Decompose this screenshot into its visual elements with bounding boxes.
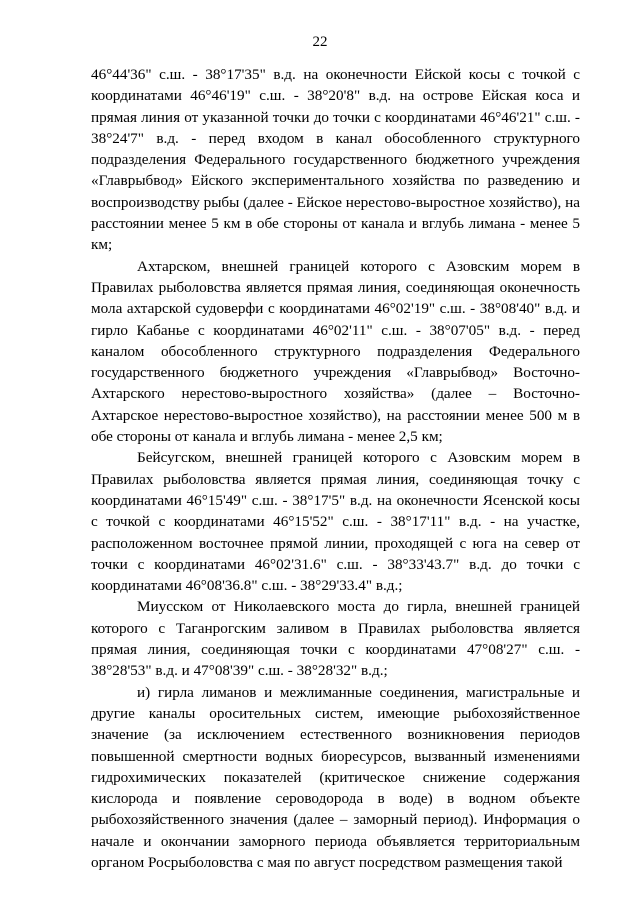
paragraph-beysugsky: Бейсугском, внешней границей которого с Азовским морем в Правилах рыболовства является прямая линия, соединяющая точку с координатами 46°15'49" с.ш. - 38°17'5" в.д. на оконечности Ясенской косы с точкой с координатами 46°15'52" с.ш. - 38°17'11" в.д. - на участке, расположенном восточнее прямой линии, проходящей с юга на север от точки с координатами 46°02'31.6" с.ш. - 38°33'43.7" в.д. до точки с координатами 46°08'36.8" с.ш. - 38°29'33.4" в.д.; <box>91 449 580 595</box>
document-body <box>91 64 580 873</box>
paragraph-miussky: Миусском от Николаевского моста до гирла, внешней границей которого с Таганрогским заливом в Правилах рыболовства является прямая линия, соединяющая точки с координатами 47°08'27" с.ш. - 38°28'53" в.д. и 47°08'39" с.ш. - 38°28'32" в.д.; <box>91 598 580 680</box>
paragraph-akhtarsky: Ахтарском, внешней границей которого с Азовским морем в Правилах рыболовства является прямая линия, соединяющая оконечность мола ахтарской судоверфи с координатами 46°02'19" с.ш. - 38°08'40" в.д. и гирло Кабанье с координатами 46°02'11" с.ш. - 38°07'05" в.д. - перед каналом обособленного структурного подразделения Федерального государственного бюджетного учреждения «Главрыбвод» Восточно-Ахтарского нерестово-выростного хозяйства» (далее – Восточно-Ахтарское нерестово-выростное хозяйство), на расстоянии менее 500 м в обе стороны от канала и вглубь лимана - менее 2,5 км; <box>91 257 580 446</box>
paragraph-eysk-continuation: 46°44'36" с.ш. - 38°17'35" в.д. на оконечности Ейской косы с точкой с координатами 46°46'19" с.ш. - 38°20'8" в.д. на острове Ейская коса и прямая линия от указанной точки до точки с координатами 46°46'21" с.ш. - 38°24'7" в.д. - перед входом в канал обособленного структурного подразделения Федерального государственного бюджетного учреждения «Главрыбвод» Ейского экспериментального хозяйства по разведению и воспроизводству рыбы (далее - Ейское нерестово-выростное хозяйство), на расстоянии менее 5 км в обе стороны от канала и вглубь лимана - менее 5 км; <box>91 66 580 254</box>
page-number: 22 <box>312 34 328 50</box>
paragraph-item-i: и) гирла лиманов и межлиманные соединения, магистральные и другие каналы оросительных систем, имеющие рыбохозяйственное значение (за исключением естественного возникновения периодов повышенной смертности водных биоресурсов, вызванный изменениями гидрохимических показателей (критическое снижение содержания кислорода и появление сероводорода в воде) в водном объекте рыбохозяйственного значения (далее – заморный период). Информация о начале и окончании заморного периода объявляется территориальным органом Росрыболовства с мая по август посредством размещения такой <box>91 683 580 871</box>
